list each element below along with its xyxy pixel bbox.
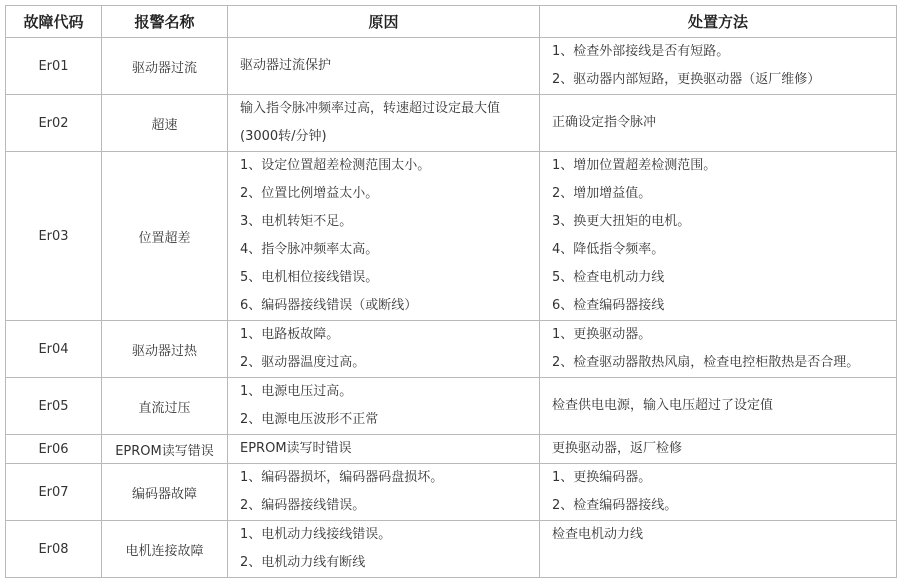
- solution-line: 1、增加位置超差检测范围。: [552, 158, 717, 173]
- solution-line: 1、检查外部接线是否有短路。: [552, 44, 730, 59]
- cause-line: 1、编码器损坏，编码器码盘损坏。: [240, 470, 444, 485]
- cause-cell: [228, 152, 540, 321]
- cause-cell: [228, 95, 540, 152]
- alarm-name: 直流过压: [102, 378, 228, 435]
- cause-cell: [228, 435, 540, 464]
- cause-line: (3000转/分钟): [240, 129, 327, 144]
- alarm-table: [5, 5, 897, 578]
- fault-code: Er05: [6, 378, 102, 435]
- solution-line: 2、检查驱动器散热风扇，检查电控柜散热是否合理。: [552, 355, 860, 370]
- table-row: [6, 321, 897, 378]
- cause-line: 5、电机相位接线错误。: [240, 270, 379, 285]
- cause-line: 1、电路板故障。: [240, 327, 340, 342]
- fault-code: Er01: [6, 38, 102, 95]
- alarm-name: 超速: [102, 95, 228, 152]
- cause-line: 2、编码器接线错误。: [240, 498, 366, 513]
- solution-line: 1、更换驱动器。: [552, 327, 652, 342]
- header-cause: 原因: [228, 6, 540, 38]
- cause-line: 6、编码器接线错误（或断线）: [240, 298, 418, 313]
- header-row: [6, 6, 897, 38]
- solution-line: 4、降低指令频率。: [552, 242, 665, 257]
- solution-line: 2、驱动器内部短路，更换驱动器（返厂维修）: [552, 72, 821, 87]
- solution-line: 2、增加增益值。: [552, 186, 652, 201]
- table-row: [6, 378, 897, 435]
- solution-cell: [540, 38, 897, 95]
- alarm-name: EPROM读写错误: [102, 435, 228, 464]
- fault-code: Er07: [6, 464, 102, 521]
- cause-line: 4、指令脉冲频率太高。: [240, 242, 379, 257]
- alarm-name: 电机连接故障: [102, 521, 228, 578]
- table-row: [6, 435, 897, 464]
- cause-line: 2、电机动力线有断线: [240, 555, 366, 570]
- cause-line: 3、电机转矩不足。: [240, 214, 353, 229]
- solution-line: 检查电机动力线: [552, 527, 644, 542]
- solution-cell: [540, 521, 897, 578]
- solution-cell: [540, 378, 897, 435]
- header-solution: 处置方法: [540, 6, 897, 38]
- cause-line: 2、电源电压波形不正常: [240, 412, 379, 427]
- cause-line: 驱动器过流保护: [240, 58, 332, 73]
- cause-line: 输入指令脉冲频率过高，转速超过设定最大值: [240, 101, 501, 116]
- cause-cell: [228, 378, 540, 435]
- fault-code: Er02: [6, 95, 102, 152]
- cause-cell: [228, 464, 540, 521]
- fault-code: Er04: [6, 321, 102, 378]
- cause-cell: [228, 38, 540, 95]
- cause-line: EPROM读写时错误: [240, 441, 352, 456]
- cause-line: 2、驱动器温度过高。: [240, 355, 366, 370]
- table-row: [6, 464, 897, 521]
- table-row: [6, 521, 897, 578]
- fault-code: Er06: [6, 435, 102, 464]
- header-fault-code: 故障代码: [6, 6, 102, 38]
- alarm-name: 编码器故障: [102, 464, 228, 521]
- alarm-name: 位置超差: [102, 152, 228, 321]
- solution-line: 2、检查编码器接线。: [552, 498, 678, 513]
- cause-line: 2、位置比例增益太小。: [240, 186, 379, 201]
- solution-line: 1、更换编码器。: [552, 470, 652, 485]
- solution-line: 3、换更大扭矩的电机。: [552, 214, 691, 229]
- cause-cell: [228, 521, 540, 578]
- solution-cell: [540, 95, 897, 152]
- cause-line: 1、电机动力线接线错误。: [240, 527, 392, 542]
- header-alarm-name: 报警名称: [102, 6, 228, 38]
- fault-code: Er08: [6, 521, 102, 578]
- table-row: [6, 95, 897, 152]
- solution-line: 5、检查电机动力线: [552, 270, 665, 285]
- solution-line: 6、检查编码器接线: [552, 298, 665, 313]
- solution-cell: [540, 435, 897, 464]
- solution-cell: [540, 321, 897, 378]
- solution-line: 正确设定指令脉冲: [552, 115, 657, 130]
- solution-line: 检查供电电源，输入电压超过了设定值: [552, 398, 774, 413]
- solution-cell: [540, 464, 897, 521]
- table-row: [6, 152, 897, 321]
- cause-line: 1、电源电压过高。: [240, 384, 353, 399]
- table-row: [6, 38, 897, 95]
- alarm-name: 驱动器过热: [102, 321, 228, 378]
- solution-cell: [540, 152, 897, 321]
- alarm-name: 驱动器过流: [102, 38, 228, 95]
- solution-line: 更换驱动器，返厂检修: [552, 441, 683, 456]
- cause-line: 1、设定位置超差检测范围太小。: [240, 158, 431, 173]
- fault-code: Er03: [6, 152, 102, 321]
- cause-cell: [228, 321, 540, 378]
